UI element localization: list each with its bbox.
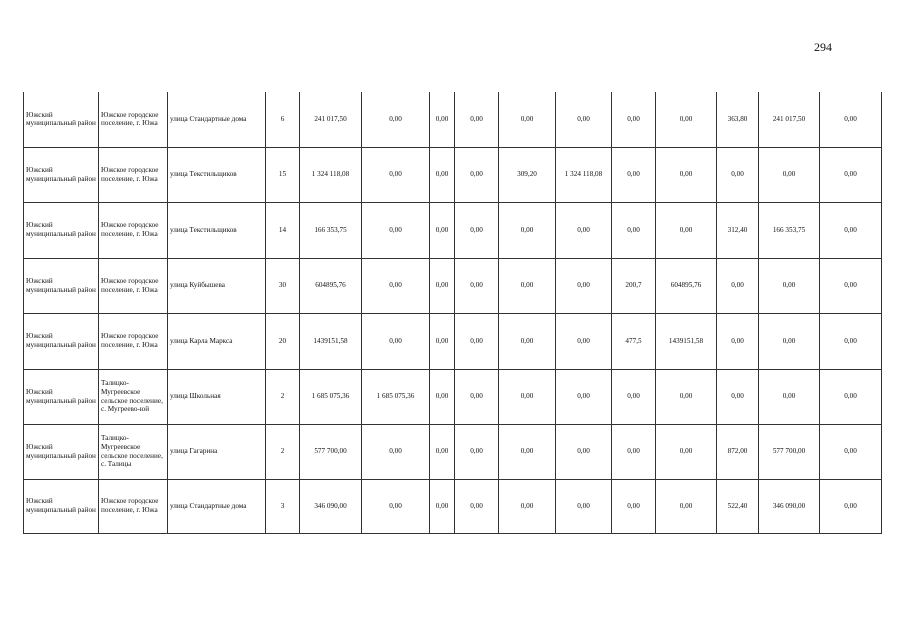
street-cell: улица Текстильщиков [168, 147, 266, 202]
value-cell: 0,00 [556, 369, 612, 424]
value-cell: 0,00 [556, 313, 612, 369]
value-cell: 0,00 [362, 258, 430, 313]
value-cell: 0,00 [717, 313, 759, 369]
district-cell: Южский муниципальный район [24, 202, 99, 258]
district-cell: Южский муниципальный район [24, 369, 99, 424]
street-cell: улица Куйбышева [168, 258, 266, 313]
value-cell: 0,00 [362, 147, 430, 202]
value-cell: 0,00 [455, 258, 499, 313]
value-cell: 0,00 [759, 258, 820, 313]
value-cell: 0,00 [656, 424, 717, 479]
value-cell: 1439151,58 [300, 313, 362, 369]
house-number-cell: 2 [266, 424, 300, 479]
value-cell: 0,00 [717, 369, 759, 424]
value-cell: 0,00 [556, 258, 612, 313]
house-number-cell: 6 [266, 92, 300, 147]
value-cell: 0,00 [430, 424, 455, 479]
value-cell: 0,00 [362, 479, 430, 533]
value-cell: 0,00 [499, 92, 556, 147]
value-cell: 0,00 [362, 92, 430, 147]
value-cell: 0,00 [430, 92, 455, 147]
value-cell: 577 700,00 [300, 424, 362, 479]
table-row [24, 479, 882, 533]
value-cell: 0,00 [820, 313, 882, 369]
district-cell: Южский муниципальный район [24, 424, 99, 479]
value-cell: 0,00 [499, 479, 556, 533]
value-cell: 0,00 [556, 202, 612, 258]
value-cell: 0,00 [556, 424, 612, 479]
value-cell: 0,00 [362, 424, 430, 479]
value-cell: 604895,76 [300, 258, 362, 313]
table-row [24, 258, 882, 313]
value-cell: 0,00 [612, 369, 656, 424]
settlement-cell: Южское городское поселение, г. Южа [99, 313, 168, 369]
value-cell: 604895,76 [656, 258, 717, 313]
district-cell: Южский муниципальный район [24, 147, 99, 202]
value-cell: 1 324 118,08 [556, 147, 612, 202]
value-cell: 0,00 [499, 313, 556, 369]
value-cell: 0,00 [362, 313, 430, 369]
value-cell: 0,00 [820, 202, 882, 258]
house-number-cell: 14 [266, 202, 300, 258]
value-cell: 0,00 [430, 313, 455, 369]
district-cell: Южский муниципальный район [24, 313, 99, 369]
value-cell: 522,40 [717, 479, 759, 533]
street-cell: улица Карла Маркса [168, 313, 266, 369]
table-row [24, 313, 882, 369]
value-cell: 0,00 [612, 479, 656, 533]
value-cell: 0,00 [499, 202, 556, 258]
value-cell: 1439151,58 [656, 313, 717, 369]
settlement-cell: Талицко-Мугреевское сельское поселение, с. Мугреево-юй [99, 369, 168, 424]
value-cell: 0,00 [820, 92, 882, 147]
district-cell: Южский муниципальный район [24, 258, 99, 313]
value-cell: 0,00 [499, 369, 556, 424]
value-cell: 0,00 [455, 369, 499, 424]
table-row [24, 369, 882, 424]
value-cell: 0,00 [656, 202, 717, 258]
value-cell: 0,00 [612, 92, 656, 147]
district-cell: Южский муниципальный район [24, 479, 99, 533]
value-cell: 477,5 [612, 313, 656, 369]
value-cell: 0,00 [820, 424, 882, 479]
value-cell: 312,40 [717, 202, 759, 258]
house-number-cell: 20 [266, 313, 300, 369]
value-cell: 0,00 [556, 479, 612, 533]
value-cell: 0,00 [820, 479, 882, 533]
value-cell: 0,00 [759, 313, 820, 369]
value-cell: 346 090,00 [759, 479, 820, 533]
table-row [24, 92, 882, 147]
value-cell: 0,00 [820, 258, 882, 313]
house-number-cell: 2 [266, 369, 300, 424]
value-cell: 0,00 [656, 147, 717, 202]
register-table [23, 92, 882, 534]
street-cell: улица Текстильщиков [168, 202, 266, 258]
value-cell: 0,00 [430, 202, 455, 258]
house-number-cell: 15 [266, 147, 300, 202]
settlement-cell: Южское городское поселение, г. Южа [99, 202, 168, 258]
value-cell: 0,00 [455, 424, 499, 479]
value-cell: 0,00 [759, 147, 820, 202]
value-cell: 363,80 [717, 92, 759, 147]
district-cell: Южский муниципальный район [24, 92, 99, 147]
house-number-cell: 30 [266, 258, 300, 313]
value-cell: 0,00 [455, 147, 499, 202]
value-cell: 1 685 075,36 [362, 369, 430, 424]
value-cell: 0,00 [656, 479, 717, 533]
value-cell: 0,00 [717, 147, 759, 202]
value-cell: 0,00 [455, 92, 499, 147]
settlement-cell: Южское городское поселение, г. Южа [99, 258, 168, 313]
value-cell: 0,00 [499, 258, 556, 313]
page-number: 294 [814, 40, 832, 54]
value-cell: 0,00 [612, 147, 656, 202]
settlement-cell: Южское городское поселение, г. Южа [99, 479, 168, 533]
value-cell: 0,00 [430, 479, 455, 533]
value-cell: 0,00 [455, 202, 499, 258]
value-cell: 872,00 [717, 424, 759, 479]
value-cell: 1 685 075,36 [300, 369, 362, 424]
value-cell: 0,00 [656, 92, 717, 147]
table-row [24, 424, 882, 479]
value-cell: 0,00 [430, 147, 455, 202]
value-cell: 309,20 [499, 147, 556, 202]
value-cell: 0,00 [556, 92, 612, 147]
settlement-cell: Южское городское поселение, г. Южа [99, 147, 168, 202]
value-cell: 0,00 [820, 369, 882, 424]
value-cell: 0,00 [717, 258, 759, 313]
table-row [24, 202, 882, 258]
value-cell: 0,00 [656, 369, 717, 424]
settlement-cell: Талицко-Мугреевское сельское поселение, с. Талицы [99, 424, 168, 479]
value-cell: 166 353,75 [300, 202, 362, 258]
house-number-cell: 3 [266, 479, 300, 533]
table-row [24, 147, 882, 202]
value-cell: 0,00 [362, 202, 430, 258]
value-cell: 577 700,00 [759, 424, 820, 479]
value-cell: 0,00 [612, 202, 656, 258]
street-cell: улица Стандартные дома [168, 92, 266, 147]
value-cell: 241 017,50 [759, 92, 820, 147]
street-cell: улица Школьная [168, 369, 266, 424]
value-cell: 346 090,00 [300, 479, 362, 533]
value-cell: 0,00 [759, 369, 820, 424]
value-cell: 0,00 [455, 479, 499, 533]
value-cell: 0,00 [612, 424, 656, 479]
value-cell: 0,00 [499, 424, 556, 479]
street-cell: улица Гагарина [168, 424, 266, 479]
settlement-cell: Южское городское поселение, г. Южа [99, 92, 168, 147]
value-cell: 200,7 [612, 258, 656, 313]
value-cell: 241 017,50 [300, 92, 362, 147]
value-cell: 0,00 [820, 147, 882, 202]
value-cell: 0,00 [430, 258, 455, 313]
value-cell: 0,00 [455, 313, 499, 369]
value-cell: 0,00 [430, 369, 455, 424]
street-cell: улица Стандартные дома [168, 479, 266, 533]
value-cell: 166 353,75 [759, 202, 820, 258]
value-cell: 1 324 118,08 [300, 147, 362, 202]
